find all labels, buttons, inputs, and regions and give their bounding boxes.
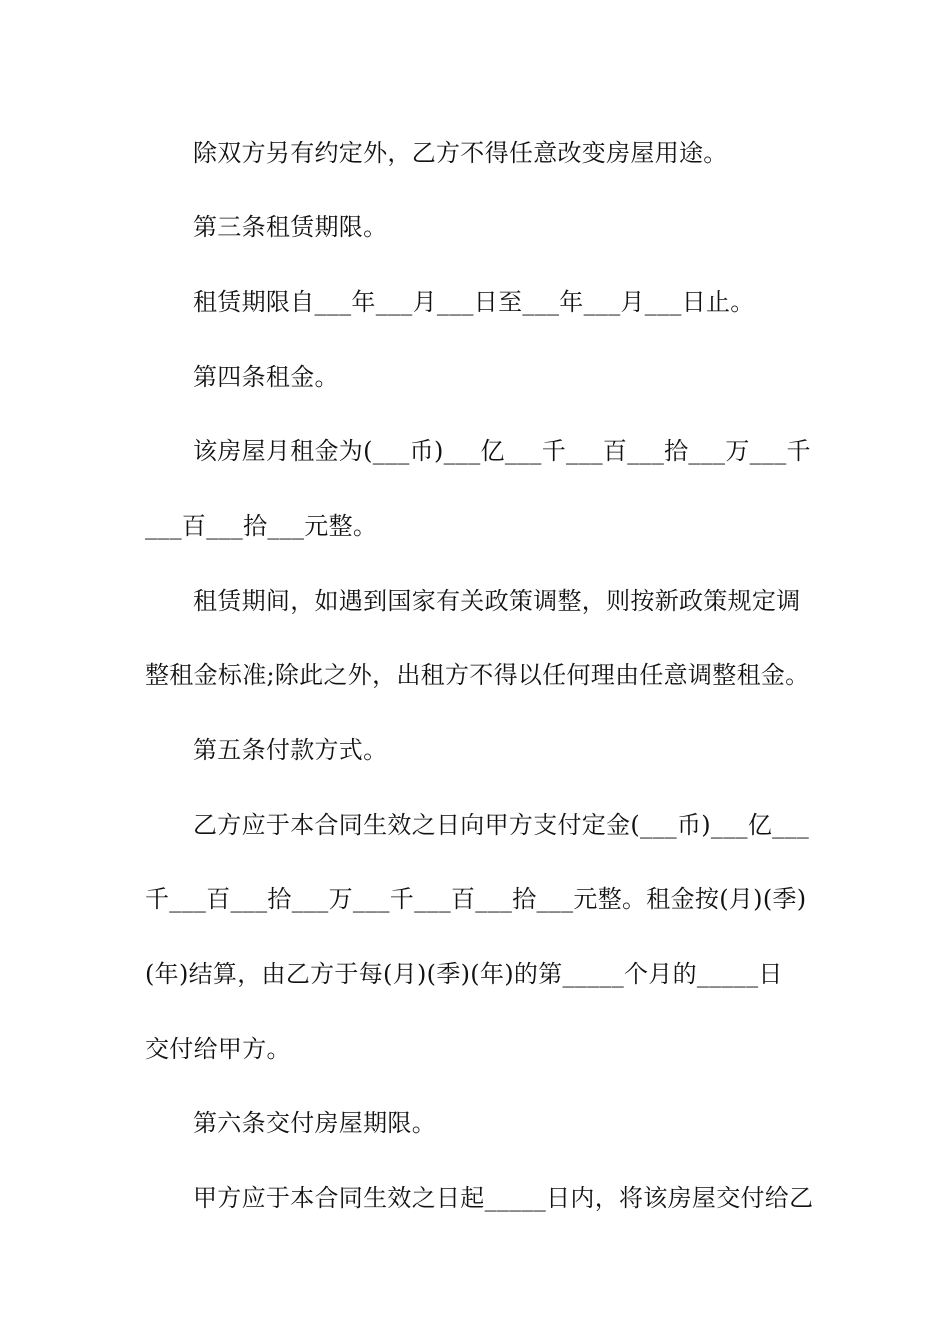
text-line-deposit-cont: 千___百___拾___万___千___百___拾___元整。租金按(月)(季) xyxy=(145,885,807,913)
text-line-lease-period: 租赁期限自___年___月___日至___年___月___日止。 xyxy=(193,288,755,316)
heading-article-3-lease-term: 第三条租赁期限。 xyxy=(193,213,388,241)
heading-article-6-delivery: 第六条交付房屋期限。 xyxy=(193,1109,436,1137)
text-line-delivery: 甲方应于本合同生效之日起_____日内，将该房屋交付给乙 xyxy=(193,1184,814,1212)
text-line-policy-adjustment-cont: 整租金标准;除此之外，出租方不得以任何理由任意调整租金。 xyxy=(145,661,810,689)
text-line-settlement: (年)结算，由乙方于每(月)(季)(年)的第_____个月的_____日 xyxy=(145,960,783,988)
heading-article-4-rent: 第四条租金。 xyxy=(193,363,339,391)
text-line-monthly-rent: 该房屋月租金为(___币)___亿___千___百___拾___万___千 xyxy=(193,437,811,465)
text-line-policy-adjustment: 租赁期间，如遇到国家有关政策调整，则按新政策规定调 xyxy=(193,587,801,615)
text-line-purpose-clause: 除双方另有约定外，乙方不得任意改变房屋用途。 xyxy=(193,139,728,167)
heading-article-5-payment: 第五条付款方式。 xyxy=(193,736,388,764)
text-line-monthly-rent-cont: ___百___拾___元整。 xyxy=(145,512,378,540)
text-line-settlement-cont: 交付给甲方。 xyxy=(145,1035,291,1063)
text-line-deposit: 乙方应于本合同生效之日向甲方支付定金(___币)___亿___ xyxy=(193,811,810,839)
